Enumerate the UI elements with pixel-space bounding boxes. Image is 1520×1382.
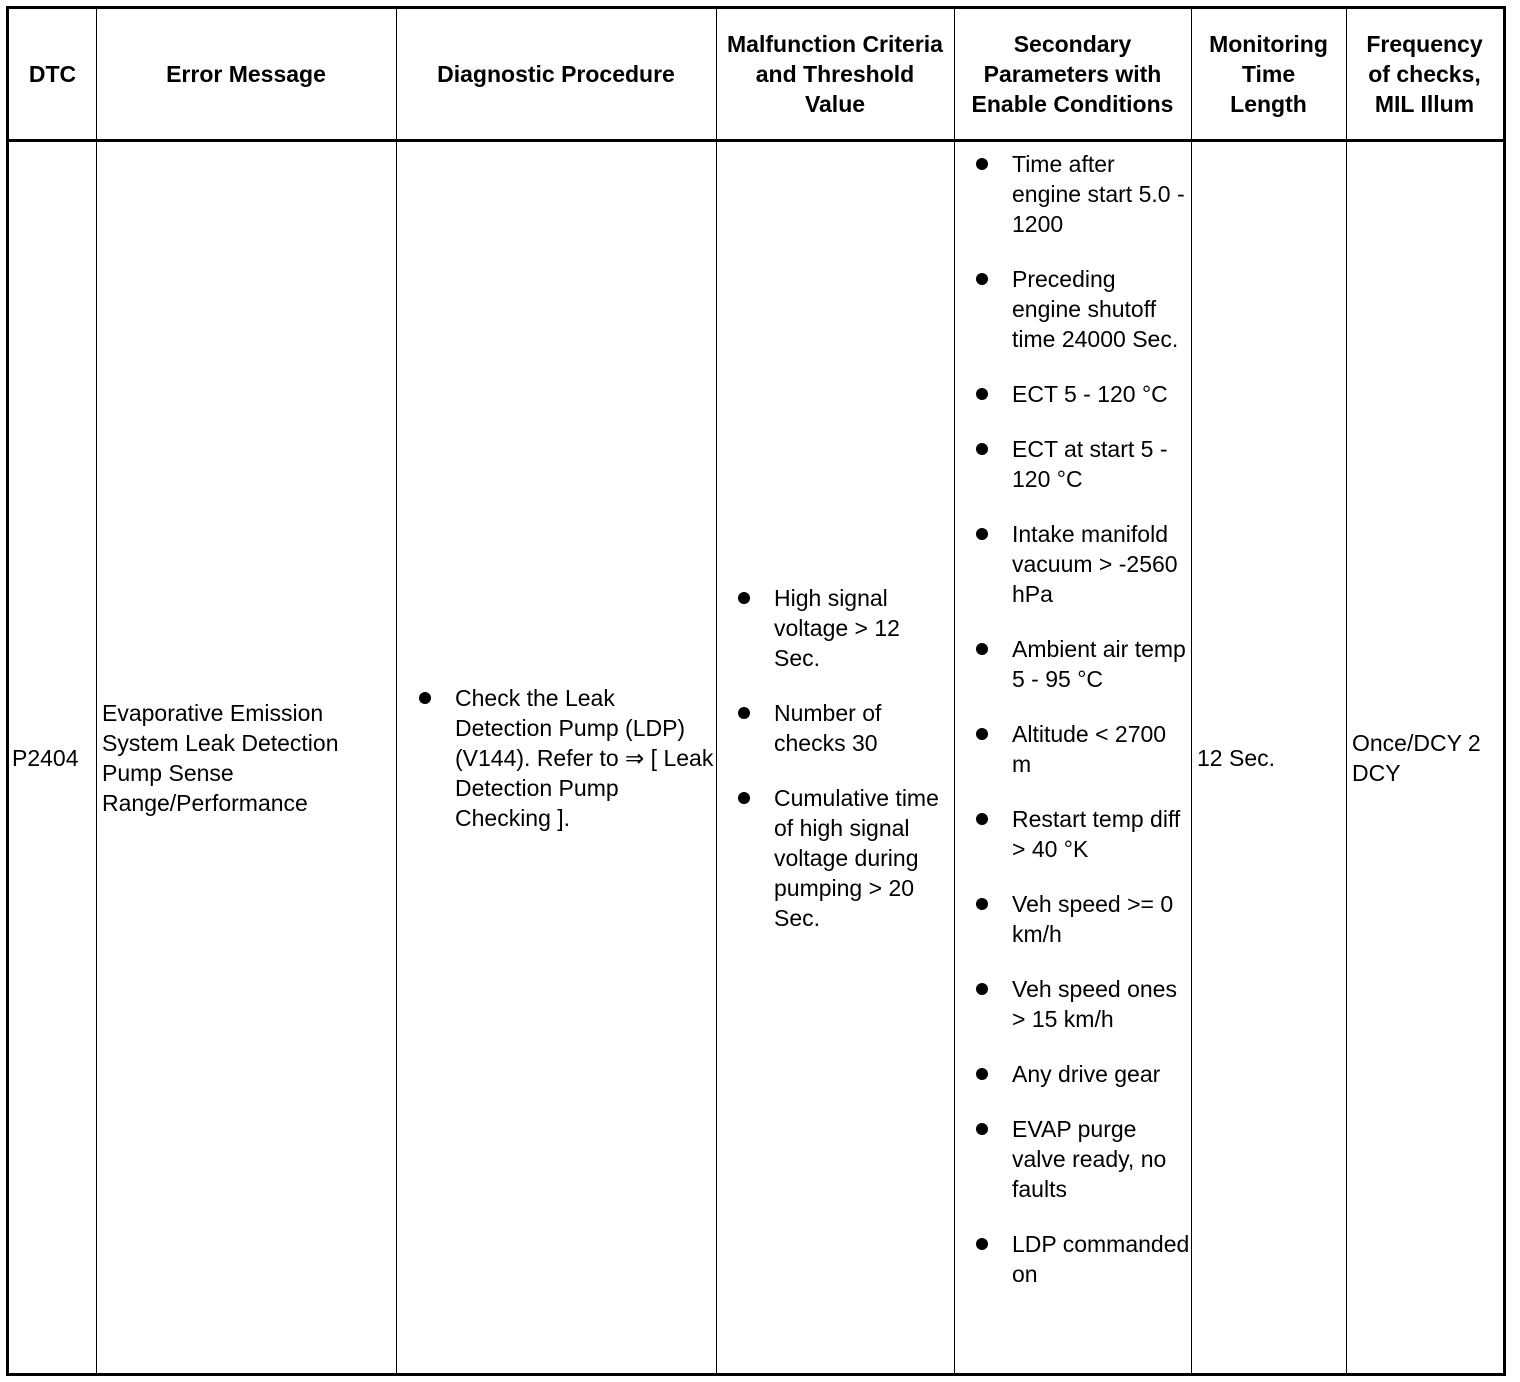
column-divider: [716, 9, 717, 1373]
list-item: Veh speed ones > 15 km/h: [976, 974, 1190, 1034]
error-message-text: Evaporative Emission System Leak Detection Pump Sense Range/Performance: [102, 699, 339, 816]
header-diagnostic-procedure: Diagnostic Procedure: [437, 61, 675, 87]
monitoring-time-text: 12 Sec.: [1197, 744, 1275, 771]
dtc-code: P2404: [12, 744, 79, 771]
list-item: Any drive gear: [976, 1059, 1190, 1089]
header-frequency: Frequency of checks, MIL Illum: [1366, 31, 1483, 117]
column-divider: [96, 9, 97, 1373]
list-item: Number of checks 30: [738, 698, 952, 758]
list-item: ECT 5 - 120 °C: [976, 379, 1190, 409]
malfunction-criteria-list: [738, 583, 952, 933]
cell-dtc: [12, 142, 96, 1373]
list-item: Restart temp diff > 40 °K: [976, 804, 1190, 864]
list-item: ECT at start 5 - 120 °C: [976, 434, 1190, 494]
list-item: Time after engine start 5.0 - 1200: [976, 149, 1190, 239]
diagnostic-procedure-list: [419, 683, 714, 833]
list-item: Cumulative time of high signal voltage during pumping > 20 Sec.: [738, 783, 952, 933]
list-item: EVAP purge valve ready, no faults: [976, 1114, 1190, 1204]
header-dtc: DTC: [28, 61, 77, 87]
frequency-text: Once/DCY 2 DCY: [1352, 729, 1481, 786]
column-divider: [1346, 9, 1347, 1373]
header-secondary-parameters: Secondary Parameters with Enable Conditions: [971, 31, 1174, 117]
list-item: Altitude < 2700 m: [976, 719, 1190, 779]
column-divider: [396, 9, 397, 1373]
header-error-message: Error Message: [166, 61, 326, 87]
column-divider: [954, 9, 955, 1373]
column-divider: [1191, 9, 1192, 1373]
list-item: Check the Leak Detection Pump (LDP) (V144). Refer to ⇒ [ Leak Detection Pump Checking ].: [419, 683, 714, 833]
cell-frequency: [1352, 142, 1502, 1373]
list-item: Intake manifold vacuum > -2560 hPa: [976, 519, 1190, 609]
dtc-table: [6, 6, 1506, 1376]
cell-diagnostic-procedure: [419, 142, 714, 1373]
header-monitoring-time: Monitoring Time Length: [1209, 31, 1328, 117]
list-item: Ambient air temp 5 - 95 °C: [976, 634, 1190, 694]
cell-error-message: [102, 142, 392, 1373]
list-item: Veh speed >= 0 km/h: [976, 889, 1190, 949]
list-item: LDP commanded on: [976, 1229, 1190, 1289]
list-item: High signal voltage > 12 Sec.: [738, 583, 952, 673]
cell-monitoring-time: [1197, 142, 1345, 1373]
header-malfunction-criteria: Malfunction Criteria and Threshold Value: [727, 31, 943, 117]
secondary-parameters-list: [976, 149, 1190, 1289]
cell-malfunction-criteria: [738, 142, 952, 1373]
list-item: Preceding engine shutoff time 24000 Sec.: [976, 264, 1190, 354]
cell-secondary-parameters: [976, 149, 1190, 1289]
